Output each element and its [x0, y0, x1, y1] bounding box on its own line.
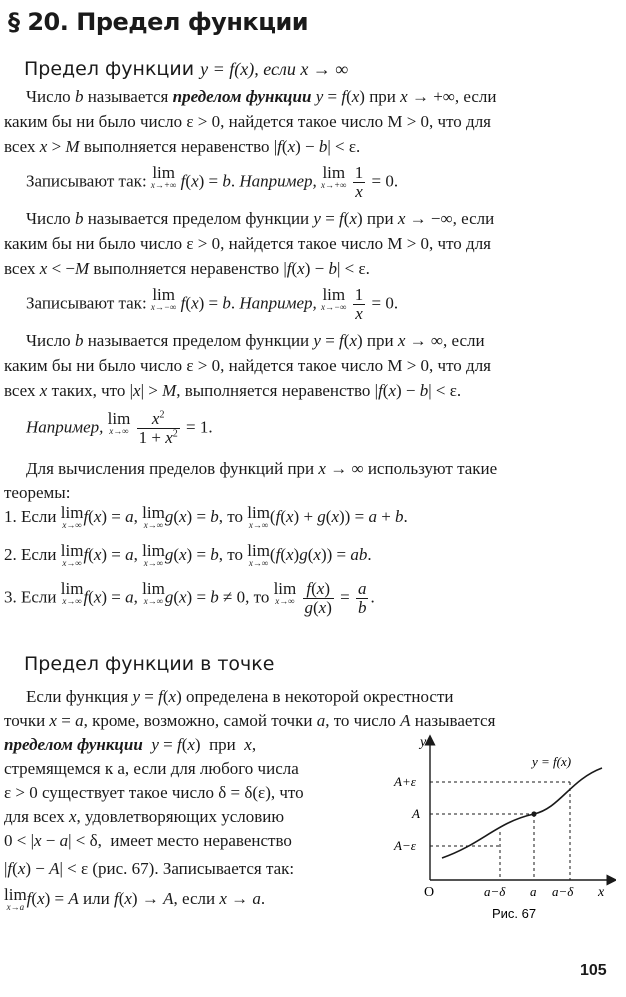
- subsection-title-infinity: [24, 58, 348, 80]
- theorem-1: 1. Если lim x→∞ f(x) = a, lim x→∞ g(x) = b, то lim x→∞ (f(x) + g(x)) = a + b.: [4, 503, 408, 530]
- example-label: Например,: [239, 171, 317, 191]
- x-axis-label: x: [598, 885, 605, 900]
- p2-line-3: всех x < −M выполняется неравенство |f(x) − b| < ε.: [4, 259, 370, 278]
- p5-line-8: |f(x) − A| < ε (рис. 67). Записывается так:: [4, 859, 295, 878]
- lim-symbol: lim x→+∞: [150, 163, 177, 190]
- section-title: § 20. Предел функции: [8, 8, 309, 36]
- p3-line-3: всех x таких, что |x| > M, выполняется неравенство |f(x) − b| < ε.: [4, 381, 462, 400]
- y-tick-a-plus-eps: A+ε: [394, 774, 416, 789]
- x-tick-a: a: [530, 884, 537, 899]
- p4-line-1: Для вычисления пределов функций при x → ∞ используют такие: [26, 459, 498, 478]
- figure-67-graph: [392, 732, 616, 928]
- paragraph-limit-infinity: Число b называется пределом функции y = f(x) при x → ∞, если: [26, 331, 485, 350]
- subsection-title-point: Предел функции в точке: [24, 653, 275, 675]
- page-number: 105: [580, 962, 607, 979]
- p3-line-2: каким бы ни было число ε > 0, найдется такое число M > 0, что для: [4, 356, 491, 375]
- p3-example: Например, lim x→∞ $\frac{x^2}{1 + x^2}$ = 1.: [26, 409, 213, 447]
- subsection-title-text: Предел функции: [24, 58, 195, 80]
- p5-line-5: ε > 0 существует такое число δ = δ(ε), что: [4, 783, 304, 802]
- p5-line-2: точки x = a, кроме, возможно, самой точки a, то число A называется: [4, 711, 496, 730]
- p5-line-3: пределом функции y = f(x) при x,: [4, 735, 257, 754]
- curve-label: y = f(x): [532, 754, 572, 769]
- p2-line-2: каким бы ни было число ε > 0, найдется такое число M > 0, что для: [4, 234, 491, 253]
- lim-symbol-ex1: lim x→+∞: [321, 163, 347, 190]
- write-label: Записывают так:: [26, 171, 147, 191]
- p4-line-2: теоремы:: [4, 483, 71, 502]
- y-tick-a-minus-eps: A−ε: [394, 838, 416, 853]
- limit-point: [531, 811, 536, 816]
- guide-lines: [430, 782, 570, 880]
- fraction-1-over-x: $\frac{1}{x}$: [354, 163, 364, 201]
- y-axis-label: y: [420, 735, 427, 750]
- p5-line-9: lim x→a f(x) = A или f(x) → A, если x → a.: [4, 885, 266, 912]
- paragraph-limit-minus-infinity: Число b называется пределом функции y = f(x) при x → −∞, если: [26, 209, 495, 228]
- x-tick-a-minus-delta-right: a−δ: [552, 884, 574, 899]
- p5-line-7: 0 < |x − a| < δ, имеет место неравенство: [4, 831, 292, 850]
- p1-notation: Записывают так: lim x→+∞ f(x) = b. Например, lim x→+∞ $\frac{1}{x}$ = 0.: [26, 163, 399, 201]
- p5-line-1: Если функция y = f(x) определена в некоторой окрестности: [26, 687, 454, 706]
- theorem-2: 2. Если lim x→∞ f(x) = a, lim x→∞ g(x) = b, то lim x→∞ (f(x)g(x)) = ab.: [4, 541, 372, 568]
- p1-line-2: каким бы ни было число ε > 0, найдется такое число M > 0, что для: [4, 112, 491, 131]
- p5-line-4: стремящемся к a, если для любого числа: [4, 759, 299, 778]
- paragraph-limit-plus-infinity: Число b называется пределом функции y = f(x) при x → +∞, если: [26, 87, 497, 106]
- p1-line-3: всех x > M выполняется неравенство |f(x) − b| < ε.: [4, 137, 361, 156]
- p5-line-6: для всех x, удовлетворяющих условию: [4, 807, 285, 826]
- y-tick-a: A: [412, 806, 420, 821]
- figure-caption: Рис. 67: [492, 906, 537, 921]
- p2-notation: Записывают так: lim x→−∞ f(x) = b. Например, lim x→−∞ $\frac{1}{x}$ = 0.: [26, 285, 399, 323]
- origin-label: O: [424, 885, 435, 900]
- theorem-3: 3. Если lim x→∞ f(x) = a, lim x→∞ g(x) = b ≠ 0, то lim x→∞ $\frac{f(x)}{g(x)}$ = $\frac{a}{b}$ .: [4, 579, 375, 617]
- x-tick-a-minus-delta: a−δ: [484, 884, 506, 899]
- subsection-title-formula: y = f(x), если x → ∞: [200, 59, 349, 79]
